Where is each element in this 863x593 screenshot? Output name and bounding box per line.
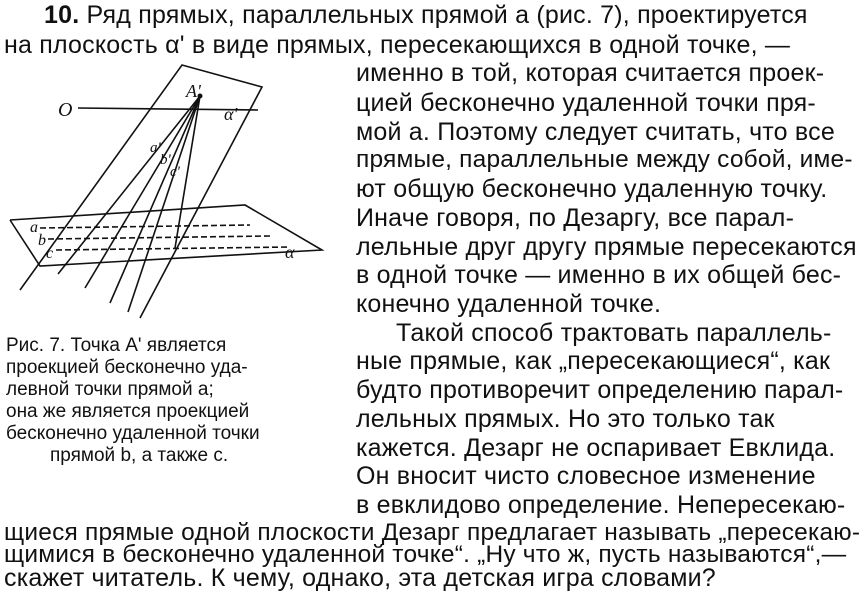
caption-line-5: бесконечно удаленной точки [6, 423, 260, 444]
right-line-13: лельных прямых. Но это только так [356, 405, 775, 433]
label-a: a [30, 219, 38, 236]
label-alpha-prime: α' [224, 104, 238, 124]
label-alpha: α [285, 242, 295, 262]
label-c: c [46, 245, 54, 262]
label-A-prime: A' [186, 81, 201, 101]
right-line-12: будто противоречит определению парал- [356, 376, 844, 404]
caption-line-6: прямой b, а также c. [50, 445, 229, 466]
line-1-text: Ряд прямых, параллельных прямой a (рис. 7), проектируется [86, 1, 808, 29]
label-c-prime: c' [170, 164, 180, 180]
paragraph-line-1 [44, 0, 808, 30]
caption-line-2: проекцией бесконечно уда- [6, 357, 248, 378]
label-O: O [58, 99, 73, 121]
caption-line-4: она же является проекцией [6, 401, 250, 422]
problem-number: 10. [44, 1, 80, 29]
right-line-3: мой a. Поэтому следует считать, что все [356, 118, 835, 146]
bottom-line-1: щиеся прямые одной плоскости Дезарг предлагает называть „пересекаю- [4, 519, 861, 546]
right-line-11: ные прямые, как „пересекающиеся“, как [356, 347, 831, 375]
right-line-8: в одной точке — именно в их общей бес- [356, 261, 842, 289]
caption-line-3: левной точки прямой a; [6, 379, 214, 400]
caption-line-1: Рис. 7. Точка A' является [6, 335, 227, 356]
right-line-14: кажется. Дезарг не оспаривает Евклида. [356, 434, 836, 462]
right-line-15: Он вносит чисто словесное изменение [356, 462, 816, 490]
right-line-7: лельные друг другу прямые пересекаются [356, 233, 857, 261]
bottom-line-3: скажет читатель. К чему, однако, эта детская игра словами? [4, 564, 716, 592]
label-b: b [38, 232, 46, 249]
right-line-1: именно в той, которая считается проек- [356, 59, 825, 87]
right-line-5: ют общую бесконечно удаленную точку. [356, 175, 828, 203]
bottom-line-2: щимися в бесконечно удаленной точке“. „Ну что ж, пусть называются“,— [4, 541, 847, 568]
right-line-9: конечно удаленной точке. [356, 290, 662, 318]
paragraph-line-2: на плоскость α' в виде прямых, пересекающихся в одной точке, — [4, 31, 791, 59]
right-line-16: в евклидово определение. Непересекаю- [356, 491, 846, 519]
right-line-6: Иначе говоря, по Дезаргу, все парал- [356, 204, 795, 232]
right-line-4: прямые, параллельные между собой, име- [356, 146, 853, 173]
label-a-prime: a' [150, 140, 161, 156]
label-b-prime: b' [160, 152, 171, 168]
right-line-2: цией бесконечно удаленной точки пря- [356, 89, 816, 117]
right-line-10: Такой способ трактовать параллель- [396, 319, 832, 347]
